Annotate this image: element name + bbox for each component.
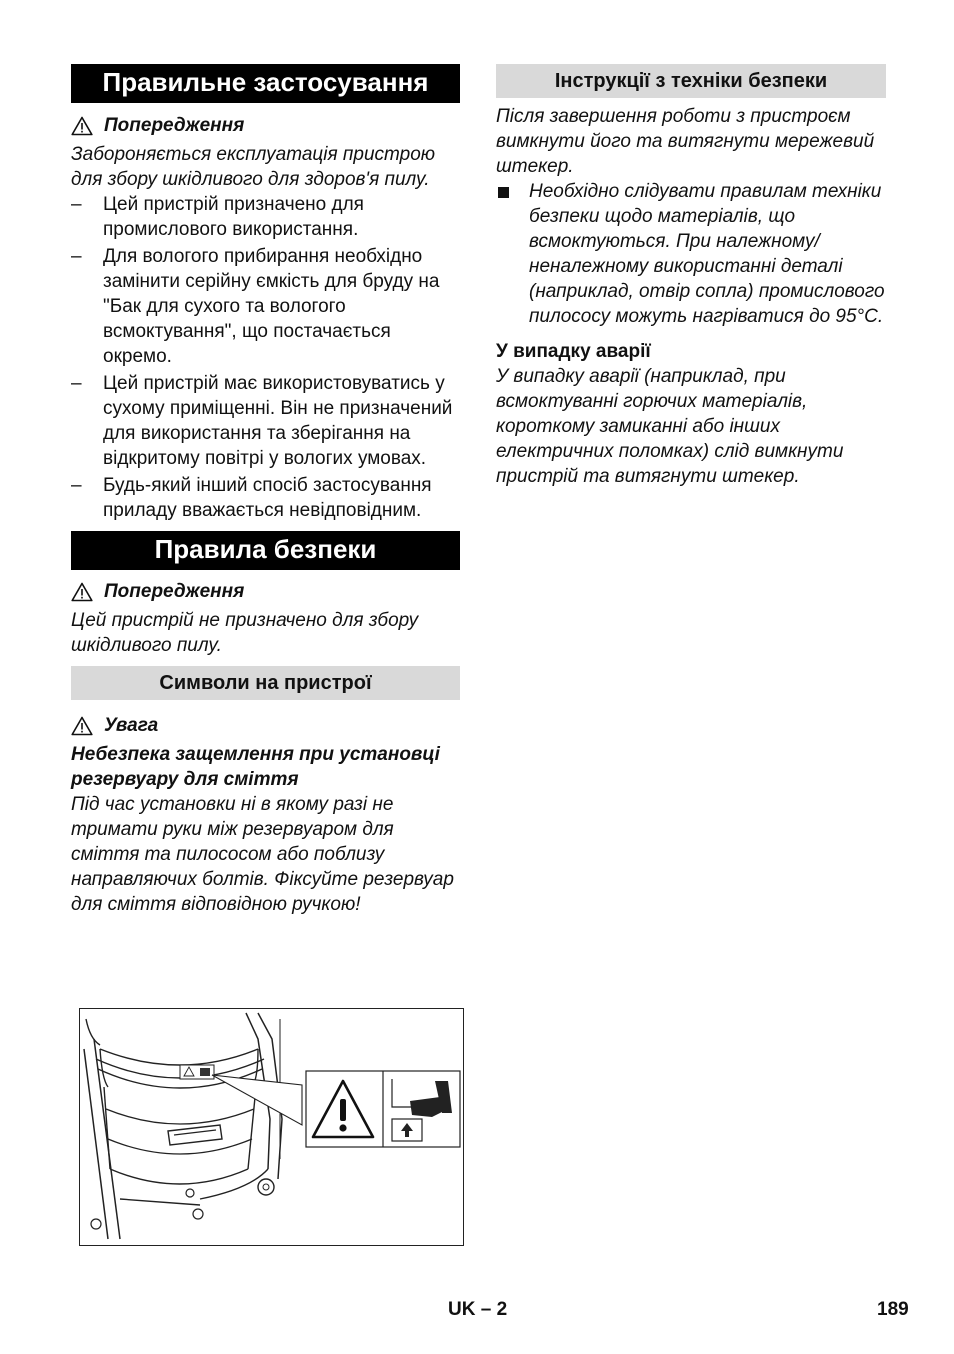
list-item: – Для вологого прибирання необхідно замінити серійну ємкість для бруду на "Бак для сухого та вологого всмоктування", що постачається окремо. xyxy=(71,244,460,369)
caution-subtitle: Небезпека защемлення при установці резервуару для сміття xyxy=(71,744,440,790)
warning-label: Попередження xyxy=(104,581,245,602)
list-item: – Цей пристрій має використовуватись у сухому приміщенні. Він не призначений для використання та зберігання на відкритому повітрі у вологих умовах. xyxy=(71,371,460,471)
list-item: – Будь-який інший спосіб застосування приладу вважається невідповідним. xyxy=(71,473,460,523)
section-title-safety-instructions: Інструкції з техніки безпеки xyxy=(496,64,886,98)
warning-heading xyxy=(71,113,460,138)
warning-label: Попередження xyxy=(104,115,245,136)
section-title-safety-rules: Правила безпеки xyxy=(71,531,460,570)
safety-bullet-text: Необхідно слідувати правилам техніки безпеки щодо матеріалів, що всмоктуються. При належному/ неналежному використанні деталі (наприклад, отвір сопла) промислового пилососу можуть нагріватися до 95°C. xyxy=(529,181,885,327)
warning-triangle-icon xyxy=(71,716,93,736)
footer-language-code: UK – 2 xyxy=(448,1299,508,1320)
warning-text: Забороняється експлуатація пристрою для збору шкідливого для здоров'я пилу. xyxy=(71,144,436,190)
emergency-title: У випадку аварії xyxy=(496,341,651,362)
right-column xyxy=(496,64,886,489)
caution-heading xyxy=(71,713,460,738)
left-column xyxy=(71,64,460,917)
list-item: – Цей пристрій призначено для промислового використання. xyxy=(71,192,460,242)
safety-bullet xyxy=(496,179,886,329)
vacuum-cleaner-drawing xyxy=(80,1009,463,1245)
emergency-text: У випадку аварії (наприклад, при всмоктуванні горючих матеріалів, короткому замиканні або інших електричних поломках) слід вимкнути пристрій та витягнути штекер. xyxy=(496,366,844,487)
caution-text: Під час установки ні в якому разі не тримати руки між резервуаром для сміття та пилососом або поблизу направляючих болтів. Фіксуйте резервуар для сміття відповідною ручкою! xyxy=(71,794,454,915)
warning-triangle-icon xyxy=(71,582,93,602)
section-title-device-symbols: Символи на пристрої xyxy=(71,666,460,700)
section-title-intended-use: Правильне застосування xyxy=(71,64,460,103)
vacuum-illustration xyxy=(79,1008,464,1246)
warning-triangle-icon xyxy=(71,116,93,136)
intro-text: Після завершення роботи з пристроєм вимкнути його та витягнути мережевий штекер. xyxy=(496,106,875,177)
warning-text: Цей пристрій не призначено для збору шкідливого пилу. xyxy=(71,610,419,656)
warning-heading xyxy=(71,579,460,604)
page-number: 189 xyxy=(877,1299,909,1320)
usage-list xyxy=(71,192,460,523)
caution-label: Увага xyxy=(104,715,159,736)
